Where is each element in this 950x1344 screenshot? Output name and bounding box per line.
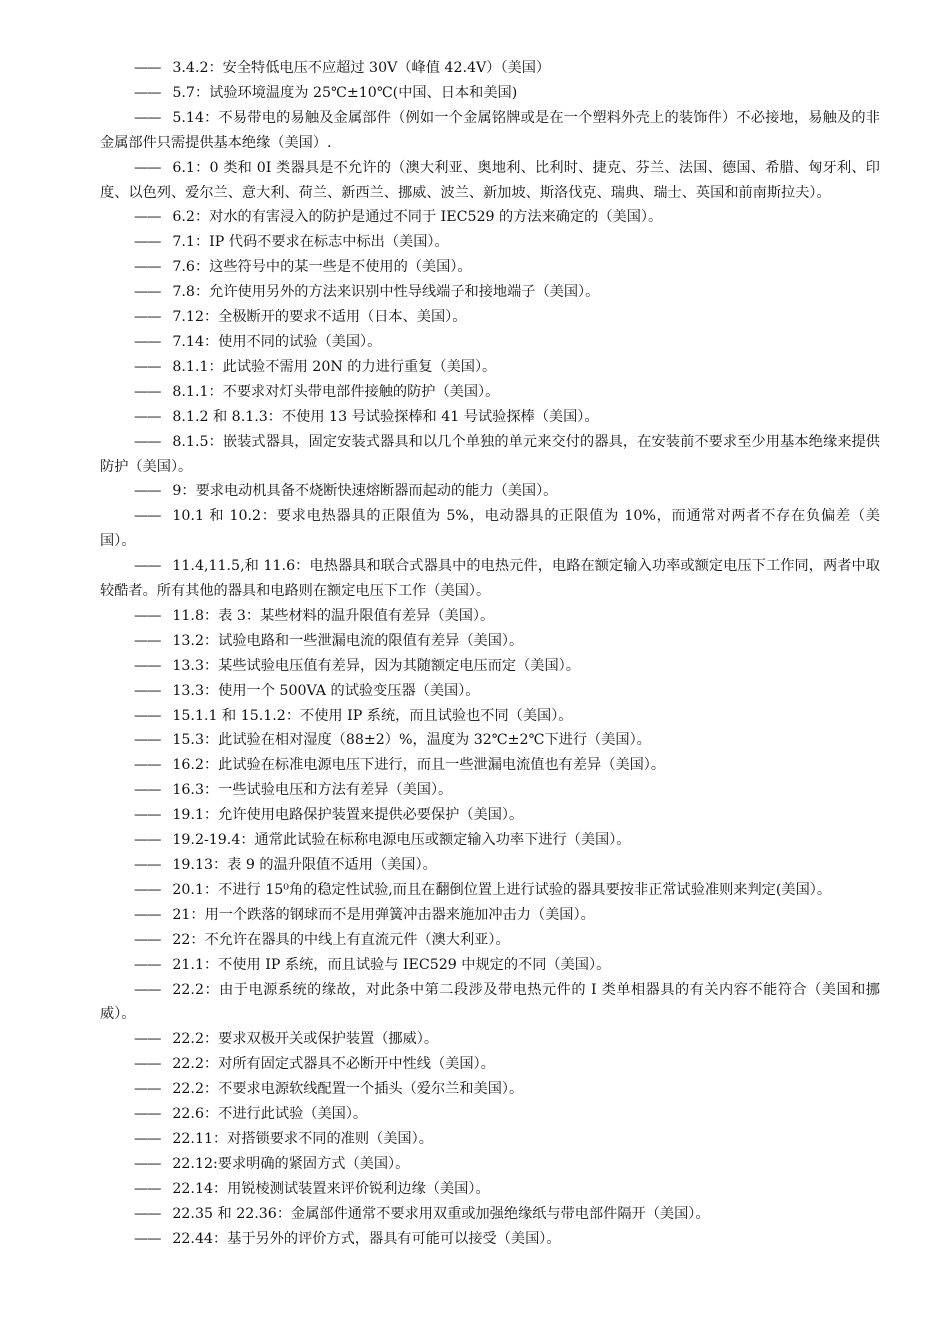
- em-dash-marker: ——: [134, 284, 161, 301]
- clause-item: [100, 778, 880, 803]
- clause-text: 22.2：要求双极开关或保护装置（挪威）。: [172, 1031, 439, 1048]
- clause-text: 22.14：用锐棱测试装置来评价锐利边缘（美国）。: [172, 1180, 490, 1197]
- clause-text: 22.12:要求明确的紧固方式（美国）。: [172, 1155, 410, 1172]
- em-dash-marker: ——: [134, 1056, 161, 1073]
- em-dash-marker: ——: [134, 807, 161, 824]
- clause-item: [100, 280, 880, 305]
- em-dash-marker: ——: [134, 159, 161, 176]
- em-dash-marker: ——: [134, 1081, 161, 1098]
- em-dash-marker: ——: [134, 259, 161, 276]
- em-dash-marker: ——: [134, 906, 161, 923]
- clause-text: 21：用一个跌落的钢球而不是用弹簧冲击器来施加冲击力（美国）。: [172, 906, 595, 923]
- clause-item: [100, 479, 880, 504]
- deviation-list: [100, 56, 880, 1252]
- clause-item: [100, 1227, 880, 1252]
- em-dash-marker: ——: [134, 1106, 161, 1123]
- em-dash-marker: ——: [134, 757, 161, 774]
- em-dash-marker: ——: [134, 234, 161, 251]
- clause-item: [100, 504, 880, 554]
- em-dash-marker: ——: [134, 857, 161, 873]
- clause-text: 7.6：这些符号中的某一些是不使用的（美国）。: [172, 259, 472, 276]
- em-dash-marker: ——: [134, 209, 161, 226]
- clause-text: 16.2：此试验在标准电源电压下进行，而且一些泄漏电流值也有差异（美国）。: [172, 757, 666, 774]
- em-dash-marker: ——: [134, 383, 161, 400]
- clause-text: 11.4,11.5,和 11.6：电热器具和联合式器具中的电热元件，电路在额定输入功率或额定电压下工作同，两者中取较酷者。所有其他的器具和电路则在额定电压下工作（美国）。: [100, 558, 880, 600]
- clause-item: [100, 355, 880, 380]
- clause-text: 22：不允许在器具的中线上有直流元件（澳大利亚）。: [172, 931, 510, 948]
- em-dash-marker: ——: [134, 931, 161, 948]
- em-dash-marker: ——: [134, 1031, 161, 1048]
- em-dash-marker: ——: [134, 358, 161, 375]
- clause-item: [100, 953, 880, 978]
- clause-item: [100, 928, 880, 953]
- clause-item: [100, 1027, 880, 1052]
- clause-text: 21.1：不使用 IP 系统，而且试验与 IEC529 中规定的不同（美国）。: [172, 956, 611, 973]
- clause-text: 22.44：基于另外的评价方式，器具有可能可以接受（美国）。: [172, 1230, 561, 1247]
- clause-text: 7.1：IP 代码不要求在标志中标出（美国）。: [172, 234, 449, 251]
- clause-item: [100, 1152, 880, 1177]
- clause-text: 9：要求电动机具备不烧断快速熔断器而起动的能力（美国）。: [172, 483, 558, 500]
- clause-text: 13.2：试验电路和一些泄漏电流的限值有差异（美国）。: [172, 632, 524, 649]
- em-dash-marker: ——: [134, 1130, 161, 1147]
- clause-item: [100, 156, 880, 206]
- clause-item: [100, 753, 880, 778]
- clause-item: [100, 654, 880, 679]
- clause-text: 10.1 和 10.2：要求电热器具的正限值为 5%，电动器具的正限值为 10%，而通常对两者不存在负偏差（美国）。: [100, 508, 880, 550]
- clause-item: [100, 205, 880, 230]
- clause-text: 15.3：此试验在相对湿度（88±2）%，温度为 32℃±2℃下进行（美国）。: [172, 732, 651, 749]
- clause-text: 22.35 和 22.36：金属部件通常不要求用双重或加强绝缘纸与带电部件隔开（美国）。: [172, 1205, 710, 1222]
- em-dash-marker: ——: [134, 832, 161, 849]
- clause-item: [100, 704, 880, 729]
- clause-item: [100, 679, 880, 704]
- clause-item: [100, 554, 880, 604]
- clause-text: 19.2-19.4：通常此试验在标称电源电压或额定输入功率下进行（美国）。: [172, 832, 631, 849]
- clause-text: 22.11：对搭锁要求不同的准则（美国）。: [172, 1130, 433, 1147]
- clause-item: [100, 1077, 880, 1102]
- em-dash-marker: ——: [134, 632, 161, 649]
- clause-text: 7.8：允许使用另外的方法来识别中性导线端子和接地端子（美国）。: [172, 284, 600, 301]
- clause-item: [100, 305, 880, 330]
- clause-item: [100, 903, 880, 928]
- clause-text: 22.6：不进行此试验（美国）。: [172, 1106, 368, 1123]
- clause-item: [100, 81, 880, 106]
- clause-text: 7.12：全极断开的要求不适用（日本、美国）。: [172, 309, 467, 326]
- clause-item: [100, 803, 880, 828]
- em-dash-marker: ——: [134, 782, 161, 799]
- clause-text: 3.4.2：安全特低电压不应超过 30V（峰值 42.4V）（美国）: [172, 60, 551, 76]
- clause-text: 5.14：不易带电的易触及金属部件（例如一个金属铭牌或是在一个塑料外壳上的装饰件）不必接地，易触及的非金属部件只需提供基本绝缘（美国）.: [100, 109, 880, 151]
- clause-item: [100, 405, 880, 430]
- clause-text: 6.1：0 类和 0I 类器具是不允许的（澳大利亚、奥地利、比利时、捷克、芬兰、法国、德国、希腊、匈牙利、印度、以色列、爱尔兰、意大利、荷兰、新西兰、挪威、波兰、新加坡、斯洛伐克、瑞典、瑞士、英国和前南斯拉夫）。: [100, 159, 880, 201]
- clause-item: [100, 255, 880, 280]
- em-dash-marker: ——: [134, 1155, 161, 1172]
- clause-item: [100, 828, 880, 853]
- clause-text: 13.3：使用一个 500VA 的试验变压器（美国）。: [172, 682, 480, 699]
- em-dash-marker: ——: [134, 1180, 161, 1197]
- clause-item: [100, 1177, 880, 1202]
- clause-item: [100, 1102, 880, 1127]
- em-dash-marker: ——: [134, 483, 161, 500]
- em-dash-marker: ——: [134, 1230, 161, 1247]
- clause-item: [100, 1052, 880, 1077]
- clause-item: [100, 330, 880, 355]
- clause-item: [100, 604, 880, 629]
- clause-text: 19.1：允许使用电路保护装置来提供必要保护（美国）。: [172, 807, 524, 824]
- clause-text: 22.2：对所有固定式器具不必断开中性线（美国）。: [172, 1056, 495, 1073]
- clause-item: [100, 106, 880, 156]
- clause-text: 13.3：某些试验电压值有差异，因为其随额定电压而定（美国）。: [172, 657, 580, 674]
- clause-text: 6.2：对水的有害浸入的防护是通过不同于 IEC529 的方法来确定的（美国）。: [172, 209, 663, 226]
- em-dash-marker: ——: [134, 881, 161, 898]
- clause-item: [100, 978, 880, 1028]
- clause-item: [100, 380, 880, 405]
- clause-text: 20.1：不进行 15⁰角的稳定性试验,而且在翻倒位置上进行试验的器具要按非正常试验准则来判定(美国）。: [172, 881, 832, 898]
- em-dash-marker: ——: [134, 408, 161, 425]
- clause-text: 8.1.1：此试验不需用 20N 的力进行重复（美国）。: [172, 358, 497, 375]
- em-dash-marker: ——: [134, 508, 161, 525]
- clause-item: [100, 878, 880, 903]
- clause-item: [100, 230, 880, 255]
- clause-text: 22.2：不要求电源软线配置一个插头（爱尔兰和美国）。: [172, 1081, 524, 1098]
- em-dash-marker: ——: [134, 607, 161, 624]
- em-dash-marker: ——: [134, 707, 161, 724]
- em-dash-marker: ——: [134, 956, 161, 973]
- clause-text: 11.8：表 3：某些材料的温升限值有差异（美国）。: [172, 607, 495, 624]
- em-dash-marker: ——: [134, 981, 161, 998]
- clause-item: [100, 728, 880, 753]
- em-dash-marker: ——: [134, 682, 161, 699]
- clause-item: [100, 853, 880, 878]
- em-dash-marker: ——: [134, 333, 161, 350]
- clause-text: 7.14：使用不同的试验（美国）。: [172, 333, 382, 350]
- clause-item: [100, 56, 880, 81]
- em-dash-marker: ——: [134, 309, 161, 326]
- em-dash-marker: ——: [134, 433, 161, 450]
- clause-text: 19.13：表 9 的温升限值不适用（美国）。: [172, 857, 437, 873]
- em-dash-marker: ——: [134, 558, 161, 575]
- em-dash-marker: ——: [134, 732, 161, 749]
- em-dash-marker: ——: [134, 84, 161, 101]
- clause-text: 8.1.1：不要求对灯头带电部件接触的防护（美国）。: [172, 383, 500, 400]
- clause-text: 8.1.2 和 8.1.3：不使用 13 号试验探棒和 41 号试验探棒（美国）。: [172, 408, 599, 425]
- clause-item: [100, 629, 880, 654]
- em-dash-marker: ——: [134, 109, 161, 126]
- clause-item: [100, 430, 880, 480]
- clause-item: [100, 1202, 880, 1227]
- clause-text: 15.1.1 和 15.1.2：不使用 IP 系统，而且试验也不同（美国）。: [172, 707, 573, 724]
- clause-text: 5.7：试验环境温度为 25℃±10℃(中国、日本和美国): [172, 84, 518, 101]
- clause-text: 22.2：由于电源系统的缘故，对此条中第二段涉及带电热元件的 I 类单相器具的有关内容不能符合（美国和挪威）。: [100, 981, 880, 1023]
- em-dash-marker: ——: [134, 1205, 161, 1222]
- clause-text: 16.3：一些试验电压和方法有差异（美国）。: [172, 782, 453, 799]
- em-dash-marker: ——: [134, 60, 161, 76]
- clause-item: [100, 1127, 880, 1152]
- em-dash-marker: ——: [134, 657, 161, 674]
- clause-text: 8.1.5：嵌装式器具，固定安装式器具和以几个单独的单元来交付的器具，在安装前不要求至少用基本绝缘来提供防护（美国）。: [100, 433, 880, 475]
